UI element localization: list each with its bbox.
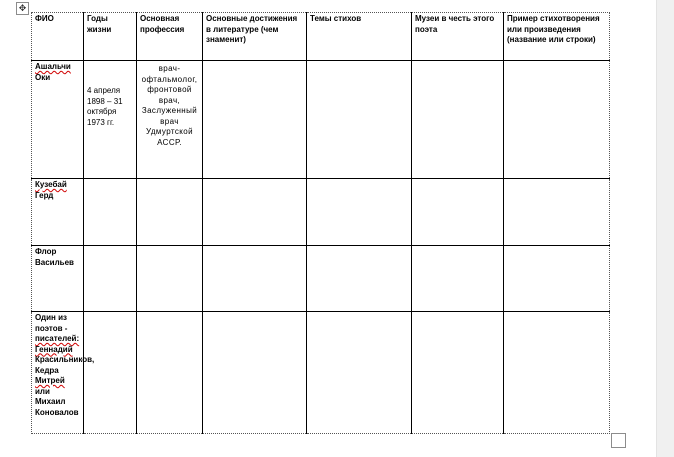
cell-profession[interactable]: [137, 312, 203, 434]
cell-themes[interactable]: [307, 312, 412, 434]
cell-achievements[interactable]: [203, 179, 307, 246]
table-row: [32, 179, 610, 246]
cell-museums[interactable]: [412, 312, 504, 434]
table-header-row: [32, 13, 610, 61]
cell-example[interactable]: [504, 179, 610, 246]
table-row: [32, 61, 610, 179]
cell-themes[interactable]: [307, 246, 412, 312]
header-fio: ФИО: [32, 13, 84, 61]
cell-years[interactable]: [84, 246, 137, 312]
cell-profession[interactable]: врач-офтальмолог, фронтовой врач, Заслуженный врач Удмуртской АССР.: [137, 61, 203, 179]
header-achievements: Основные достижения в литературе (чем знаменит): [203, 13, 307, 61]
table-move-handle-icon[interactable]: ✥: [16, 2, 29, 15]
cell-achievements[interactable]: [203, 246, 307, 312]
cell-achievements[interactable]: [203, 312, 307, 434]
header-themes: Темы стихов: [307, 13, 412, 61]
cell-name[interactable]: Один из поэтов - писателей: Геннадий Красильников, Кедра Митрей или Михаил Коновалов: [32, 312, 84, 434]
cell-example[interactable]: [504, 61, 610, 179]
cell-museums[interactable]: [412, 179, 504, 246]
poets-table: [31, 12, 610, 434]
cell-name[interactable]: Кузебай Герд: [32, 179, 84, 246]
page-side-gutter: [656, 0, 674, 457]
cell-museums[interactable]: [412, 61, 504, 179]
header-example: Пример стихотворения или произведения (название или строки): [504, 13, 610, 61]
cell-achievements[interactable]: [203, 61, 307, 179]
header-profession: Основная профессия: [137, 13, 203, 61]
cell-years[interactable]: [84, 179, 137, 246]
table-row: [32, 246, 610, 312]
table-resize-handle[interactable]: [611, 433, 626, 448]
cell-example[interactable]: [504, 312, 610, 434]
header-years: Годы жизни: [84, 13, 137, 61]
cell-name[interactable]: Флор Васильев: [32, 246, 84, 312]
cell-profession[interactable]: [137, 246, 203, 312]
cell-themes[interactable]: [307, 179, 412, 246]
cell-name[interactable]: Ашальчи Оки: [32, 61, 84, 179]
cell-themes[interactable]: [307, 61, 412, 179]
cell-profession[interactable]: [137, 179, 203, 246]
cell-years[interactable]: 4 апреля 1898 – 31 октября 1973 гг.: [84, 61, 137, 179]
cell-example[interactable]: [504, 246, 610, 312]
header-museums: Музеи в честь этого поэта: [412, 13, 504, 61]
cell-museums[interactable]: [412, 246, 504, 312]
table-row: [32, 312, 610, 434]
cell-years[interactable]: [84, 312, 137, 434]
